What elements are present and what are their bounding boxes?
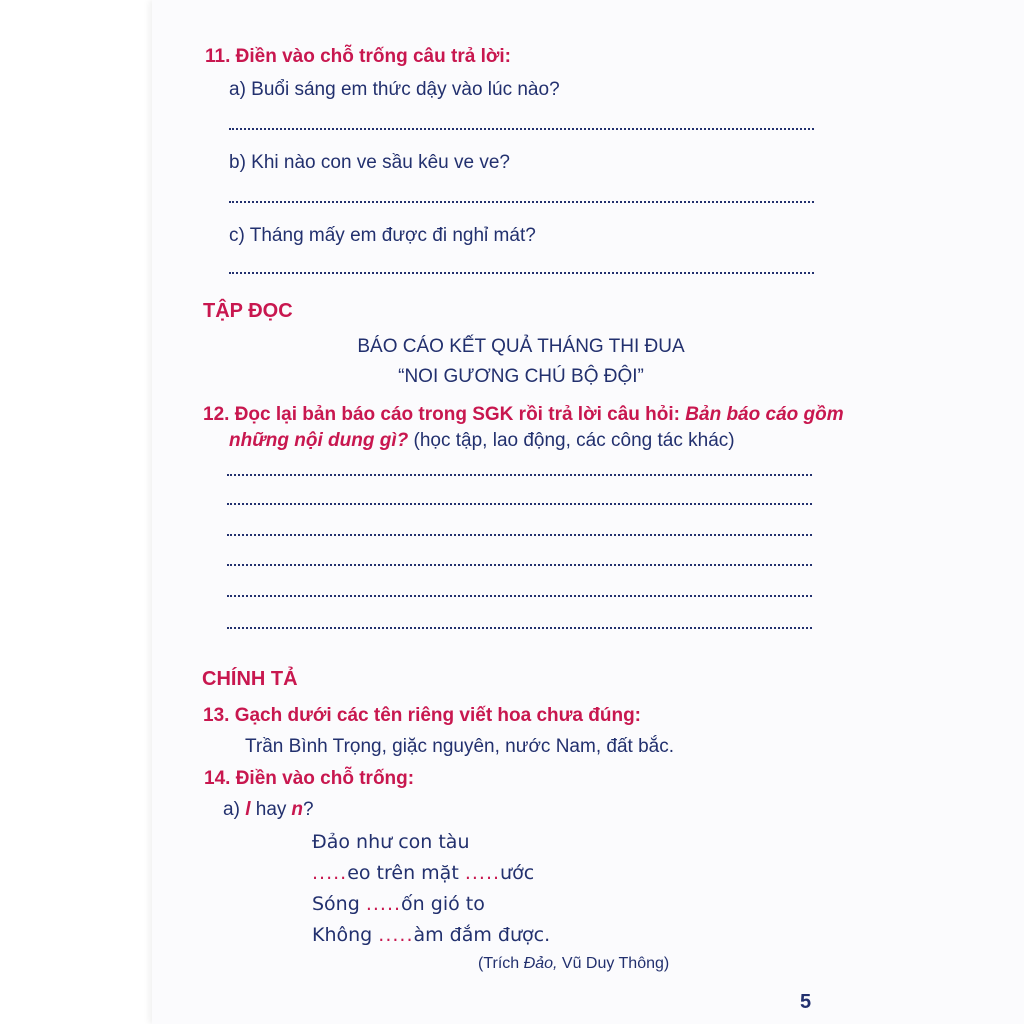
- question-11b: b) Khi nào con ve sầu kêu ve ve?: [229, 152, 510, 173]
- poem-line-1: Đảo như con tàu: [312, 831, 470, 853]
- question-14a-label: a): [223, 799, 240, 820]
- question-12-number: 12.: [203, 404, 230, 425]
- question-12-emphasis-2: những nội dung gì?: [229, 430, 409, 451]
- poem-line-4-part-a: Không: [312, 924, 373, 946]
- question-12-line1: [203, 404, 844, 426]
- poem-line-3-part-b: ốn gió to: [401, 893, 485, 915]
- citation-author: Vũ Duy Thông): [561, 955, 670, 972]
- blank-2[interactable]: .....: [464, 862, 501, 884]
- blank-4[interactable]: .....: [378, 924, 414, 946]
- poem-citation: [478, 955, 669, 973]
- question-14-heading: 14. Điền vào chỗ trống:: [204, 768, 415, 789]
- citation-title: Đảo,: [523, 955, 558, 972]
- answer-line-12-5[interactable]: [227, 595, 812, 597]
- answer-line-11a[interactable]: [229, 128, 814, 130]
- answer-line-12-4[interactable]: [227, 564, 812, 566]
- question-12-line2: [229, 430, 735, 452]
- page-number: 5: [800, 991, 812, 1013]
- poem-line-2-part-b: ước: [500, 862, 535, 884]
- answer-line-12-1[interactable]: [227, 474, 812, 476]
- poem-line-4-part-b: àm đắm được.: [413, 924, 551, 946]
- question-13-text[interactable]: Trần Bình Trọng, giặc nguyên, nước Nam, đất bắc.: [245, 736, 674, 757]
- poem-line-2-part-a: eo trên mặt: [347, 862, 459, 884]
- question-12-hint: (học tập, lao động, các công tác khác): [413, 430, 735, 451]
- poem-line-2: [312, 862, 534, 884]
- section-tap-doc-heading: TẬP ĐỌC: [203, 300, 293, 322]
- question-13-heading: 13. Gạch dưới các tên riêng viết hoa chưa đúng:: [203, 705, 642, 726]
- question-14a-prompt: [223, 799, 314, 821]
- letter-n: n: [291, 799, 303, 820]
- answer-line-11c[interactable]: [229, 272, 814, 274]
- question-11c: c) Tháng mấy em được đi nghỉ mát?: [229, 225, 536, 246]
- poem-line-4: [312, 924, 550, 946]
- blank-3[interactable]: .....: [365, 893, 402, 915]
- question-11a: a) Buổi sáng em thức dậy vào lúc nào?: [229, 79, 560, 100]
- reading-title-line1: BÁO CÁO KẾT QUẢ THÁNG THI ĐUA: [357, 336, 685, 357]
- poem-line-3: [312, 893, 485, 915]
- question-12-prompt: Đọc lại bản báo cáo trong SGK rồi trả lời câu hỏi:: [234, 404, 680, 425]
- answer-line-12-6[interactable]: [227, 627, 812, 629]
- question-11-heading: 11. Điền vào chỗ trống câu trả lời:: [205, 46, 511, 67]
- citation-open: (Trích: [478, 955, 520, 972]
- letter-l: l: [245, 799, 251, 820]
- reading-title-line2: “NOI GƯƠNG CHÚ BỘ ĐỘI”: [398, 366, 644, 387]
- poem-line-3-part-a: Sóng: [312, 893, 360, 915]
- answer-line-12-2[interactable]: [227, 503, 812, 505]
- answer-line-12-3[interactable]: [227, 534, 812, 536]
- section-chinh-ta-heading: CHÍNH TẢ: [202, 668, 298, 690]
- question-12-emphasis-1: Bản báo cáo gồm: [685, 404, 844, 425]
- question-mark: ?: [303, 799, 314, 820]
- blank-1[interactable]: .....: [312, 862, 348, 884]
- word-hay: hay: [255, 799, 287, 820]
- answer-line-11b[interactable]: [229, 201, 814, 203]
